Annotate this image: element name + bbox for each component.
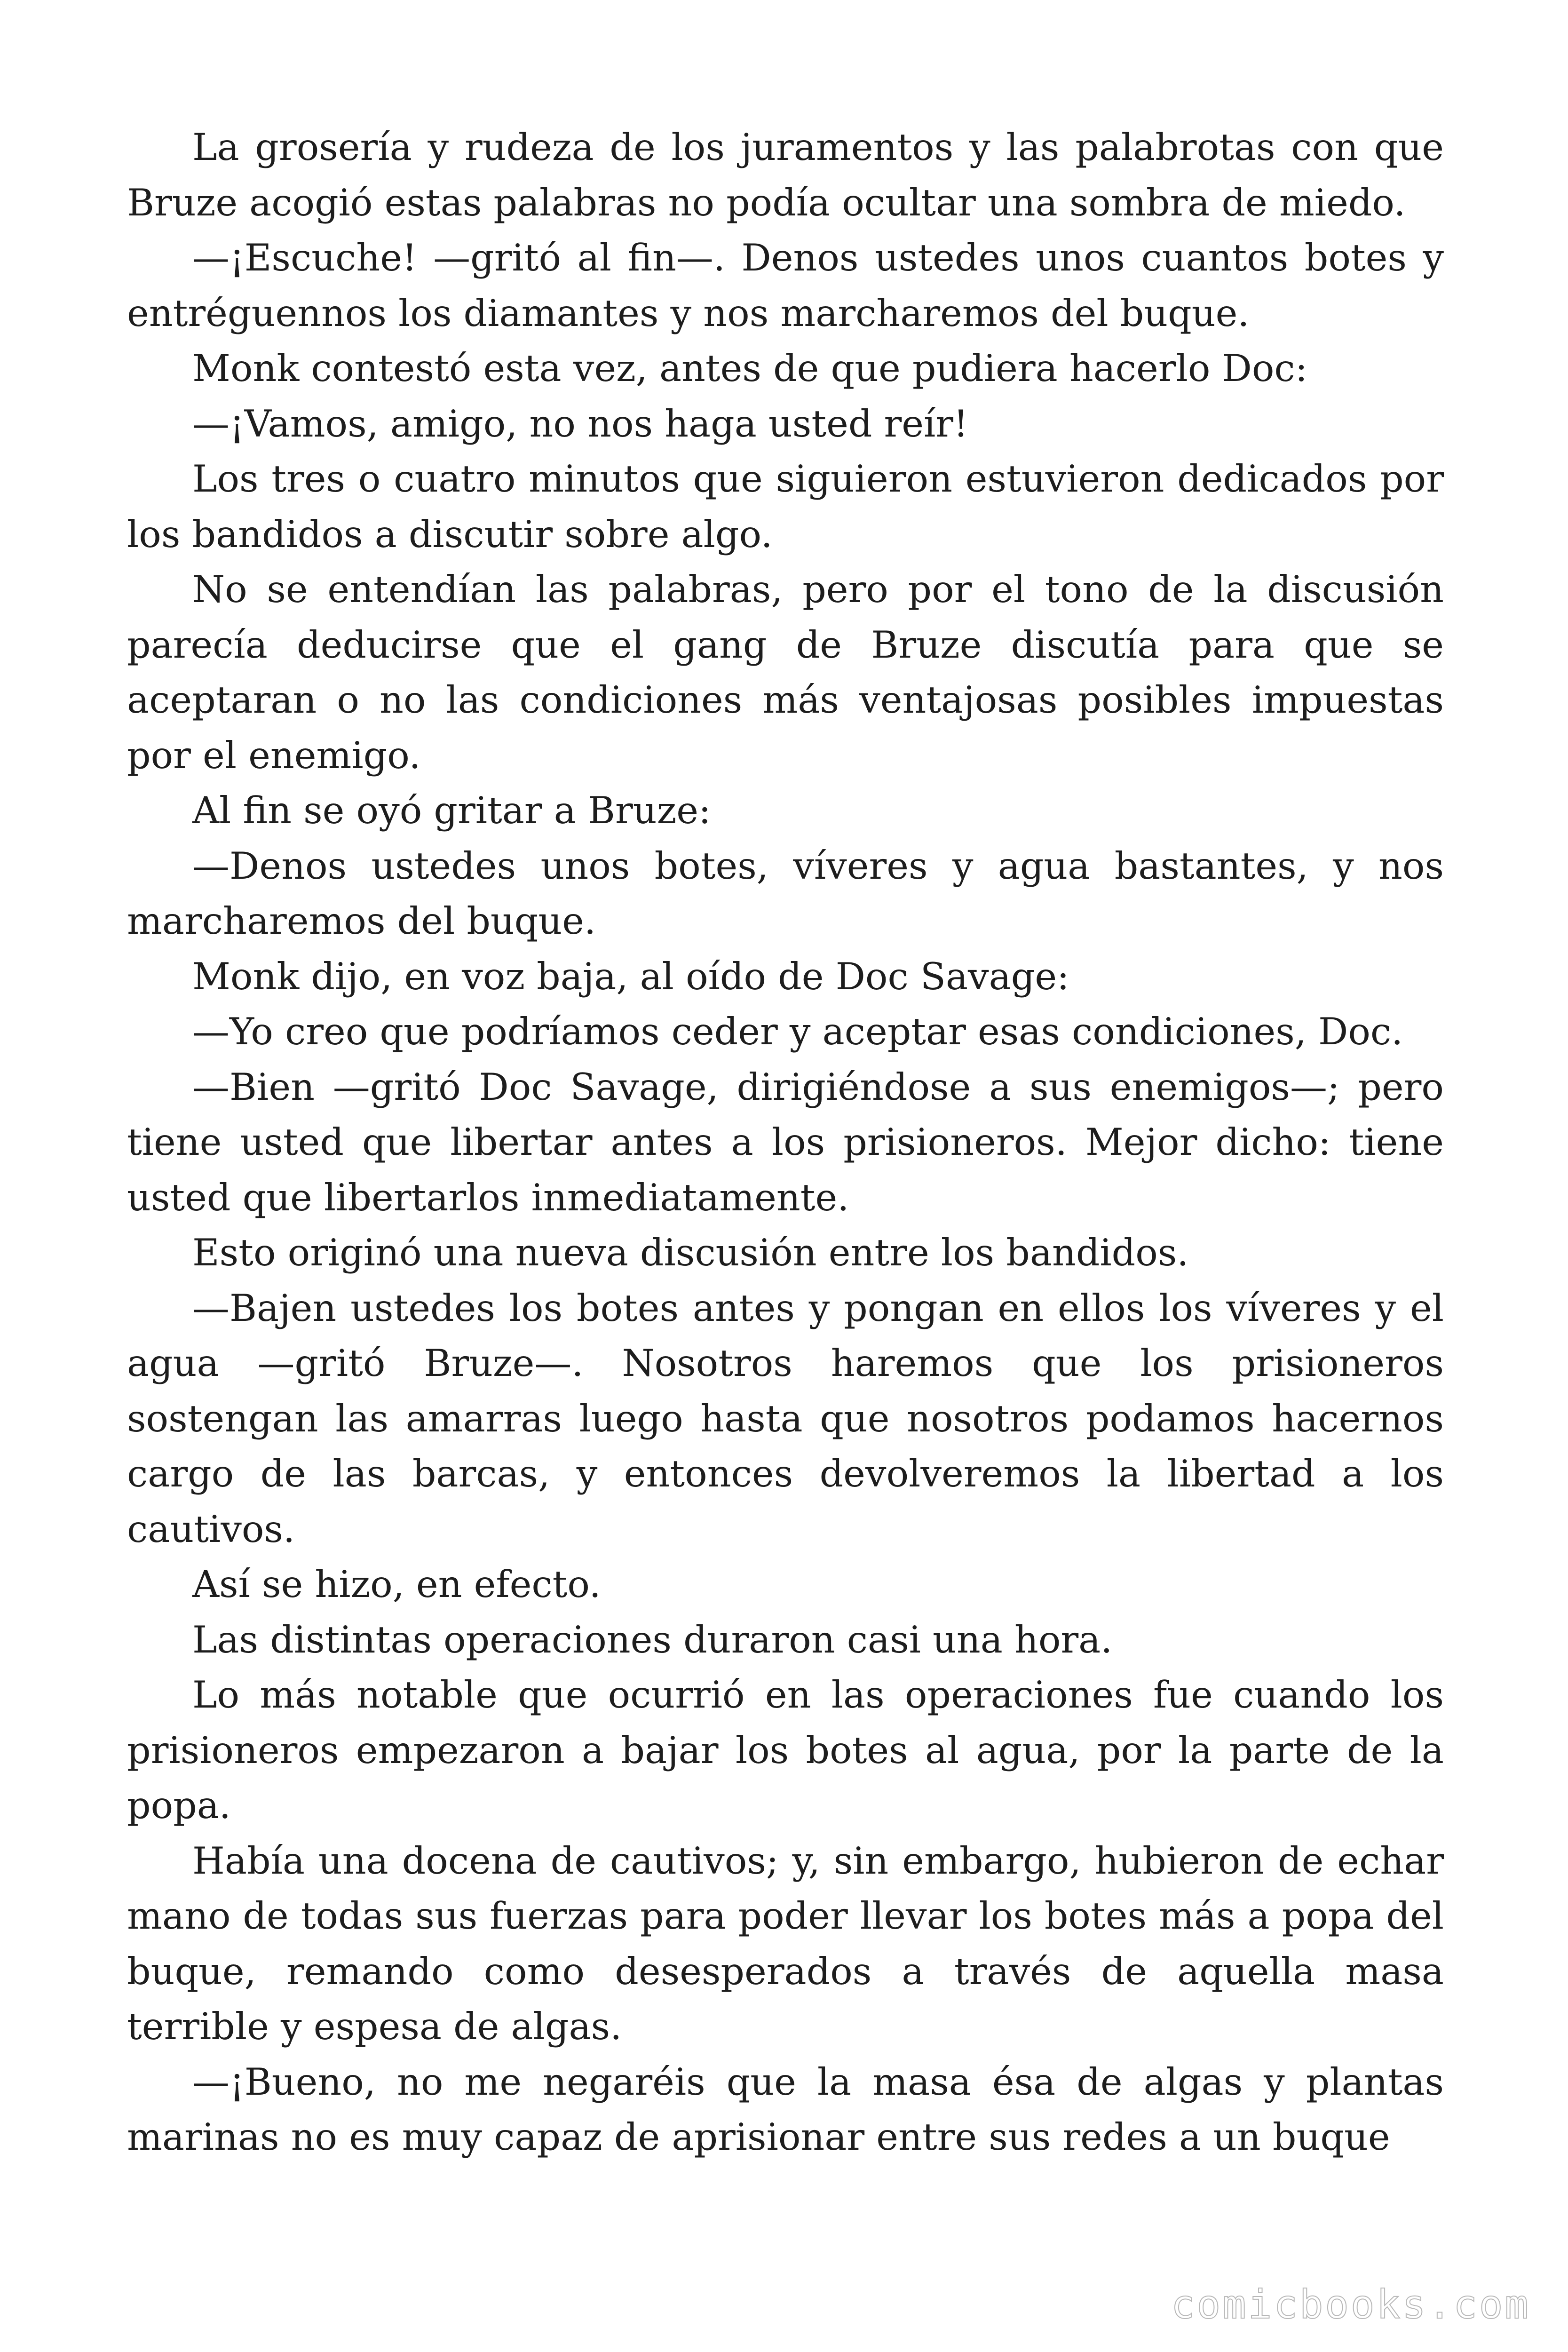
paragraph: —Bien —gritó Doc Savage, dirigiéndose a sus enemigos—; pero tiene usted que libertar antes a los prisioneros. Mejor dicho: tiene usted que libertarlos inmediatamente.: [127, 1065, 1444, 1219]
paragraph: La grosería y rudeza de los juramentos y las palabrotas con que Bruze acogió estas palabras no podía ocultar una sombra de miedo.: [127, 126, 1444, 224]
watermark: comicbooks.com: [1171, 2281, 1530, 2328]
paragraph: Al fin se oyó gritar a Bruze:: [192, 789, 711, 832]
paragraph: —¡Vamos, amigo, no nos haga usted reír!: [192, 402, 968, 445]
paragraph: Los tres o cuatro minutos que siguieron estuvieron dedicados por los bandidos a discutir sobre algo.: [127, 457, 1444, 556]
paragraph: Lo más notable que ocurrió en las operaciones fue cuando los prisioneros empezaron a bajar los botes al agua, por la parte de la popa.: [127, 1673, 1444, 1827]
paragraph: Monk contestó esta vez, antes de que pudiera hacerlo Doc:: [192, 347, 1308, 390]
paragraph: —Denos ustedes unos botes, víveres y agua bastantes, y nos marcharemos del buque.: [127, 844, 1444, 943]
paragraph: Había una docena de cautivos; y, sin embargo, hubieron de echar mano de todas sus fuerzas para poder llevar los botes más a popa del buque, remando como desesperados a través de aquella masa terrible y espesa de algas.: [127, 1839, 1444, 2048]
paragraph: —Yo creo que podríamos ceder y aceptar esas condiciones, Doc.: [192, 1010, 1403, 1053]
paragraph: —¡Escuche! —gritó al fin—. Denos ustedes unos cuantos botes y entréguennos los diamantes y nos marcharemos del buque.: [127, 236, 1444, 335]
paragraph: Las distintas operaciones duraron casi una hora.: [192, 1618, 1113, 1661]
paragraph: —Bajen ustedes los botes antes y pongan en ellos los víveres y el agua —gritó Bruze—. Nosotros haremos que los prisioneros sostengan las amarras luego hasta que nosotros podamos hacernos cargo de las barcas, y entonces devolveremos la libertad a los cautivos.: [127, 1286, 1444, 1551]
paragraph: —¡Bueno, no me negaréis que la masa ésa de algas y plantas marinas no es muy capaz de aprisionar entre sus redes a un buque: [127, 2060, 1444, 2159]
page-text: [127, 120, 1444, 2165]
paragraph: Esto originó una nueva discusión entre los bandidos.: [192, 1231, 1189, 1274]
paragraph: Monk dijo, en voz baja, al oído de Doc Savage:: [192, 954, 1069, 998]
paragraph: No se entendían las palabras, pero por el tono de la discusión parecía deducirse que el gang de Bruze discutía para que se aceptaran o no las condiciones más ventajosas posibles impuestas por el enemigo.: [127, 568, 1444, 777]
paragraph: Así se hizo, en efecto.: [192, 1563, 601, 1606]
